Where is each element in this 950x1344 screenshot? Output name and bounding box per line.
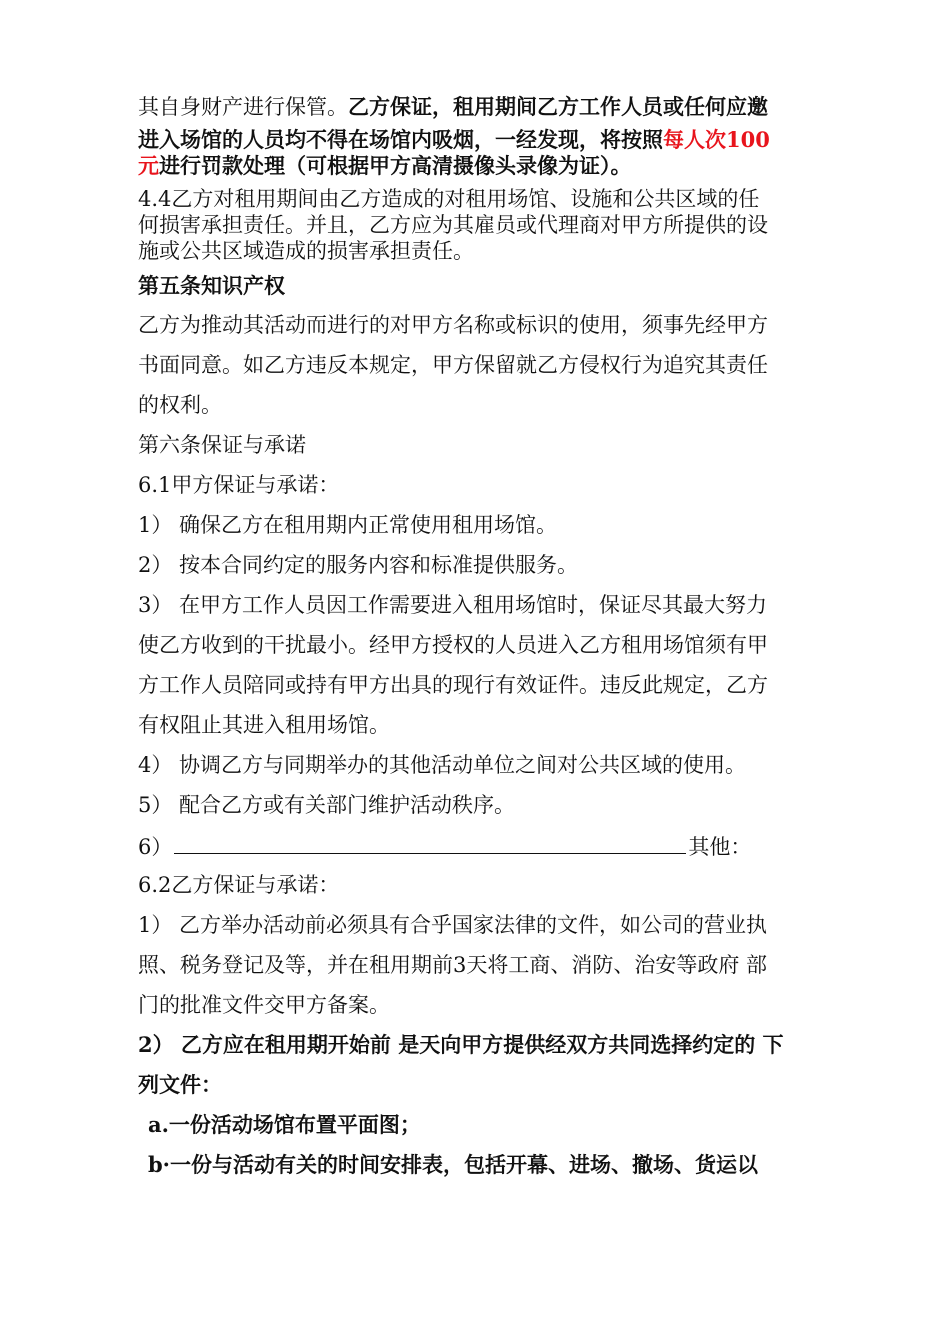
paragraph-line: 使乙方收到的干扰最小。经甲方授权的人员进入乙方租用场馆须有甲: [138, 633, 768, 657]
paragraph-line: 有权阻止其进入租用场馆。: [138, 713, 390, 737]
paragraph-line: 的权利。: [138, 393, 222, 417]
paragraph-line: 进入场馆的人员均不得在场馆内吸烟，一经发现，将按照每人次100: [138, 127, 770, 152]
list-item: 5） 配合乙方或有关部门维护活动秩序。: [138, 793, 516, 817]
paragraph-line: 何损害承担责任。并且，乙方应为其雇员或代理商对甲方所提供的设: [138, 213, 768, 237]
fine-amount: 每人次100: [663, 127, 770, 152]
list-item: 3） 在甲方工作人员因工作需要进入租用场馆时，保证尽其最大努力: [138, 593, 768, 617]
sub-item-a: a.一份活动场馆布置平面图；: [148, 1112, 421, 1137]
list-item: 4） 协调乙方与同期举办的其他活动单位之间对公共区域的使用。: [138, 753, 747, 777]
section-heading-5: 第五条知识产权: [138, 273, 285, 298]
blank-fill-line[interactable]: [174, 831, 686, 854]
paragraph-line: 书面同意。如乙方违反本规定，甲方保留就乙方侵权行为追究其责任: [138, 353, 768, 377]
clause-6-1: 6.1甲方保证与承诺：: [138, 473, 340, 497]
paragraph-line: 照、税务登记及等，并在租用期前3天将工商、消防、治安等政府 部: [138, 953, 768, 977]
list-item: 1） 确保乙方在租用期内正常使用租用场馆。: [138, 513, 558, 537]
paragraph-line: 元进行罚款处理（可根据甲方高清摄像头录像为证）。: [138, 153, 632, 178]
paragraph-line: 施或公共区域造成的损害承担责任。: [138, 239, 474, 263]
paragraph-line: 门的批准文件交甲方备案。: [138, 993, 390, 1017]
list-item: 6） 其他：: [138, 831, 751, 861]
paragraph-line: 列文件：: [138, 1072, 222, 1097]
list-item: 2） 乙方应在租用期开始前 是天向甲方提供经双方共同选择约定的 下: [138, 1032, 784, 1057]
sub-item-b: b·一份与活动有关的时间安排表，包括开幕、进场、撤场、货运以: [148, 1152, 758, 1177]
paragraph-line: 乙方为推动其活动而进行的对甲方名称或标识的使用，须事先经甲方: [138, 313, 768, 337]
section-heading-6: 第六条保证与承诺: [138, 433, 306, 457]
list-item: 2） 按本合同约定的服务内容和标准提供服务。: [138, 553, 579, 577]
list-item: 1） 乙方举办活动前必须具有合乎国家法律的文件，如公司的营业执: [138, 913, 768, 937]
clause-6-2: 6.2乙方保证与承诺：: [138, 873, 340, 897]
paragraph-line: 其自身财产进行保管。乙方保证，租用期间乙方工作人员或任何应邀: [138, 94, 768, 119]
clause-4-4: 4.4乙方对租用期间由乙方造成的对租用场馆、设施和公共区域的任: [138, 187, 760, 211]
paragraph-line: 方工作人员陪同或持有甲方出具的现行有效证件。违反此规定，乙方: [138, 673, 768, 697]
